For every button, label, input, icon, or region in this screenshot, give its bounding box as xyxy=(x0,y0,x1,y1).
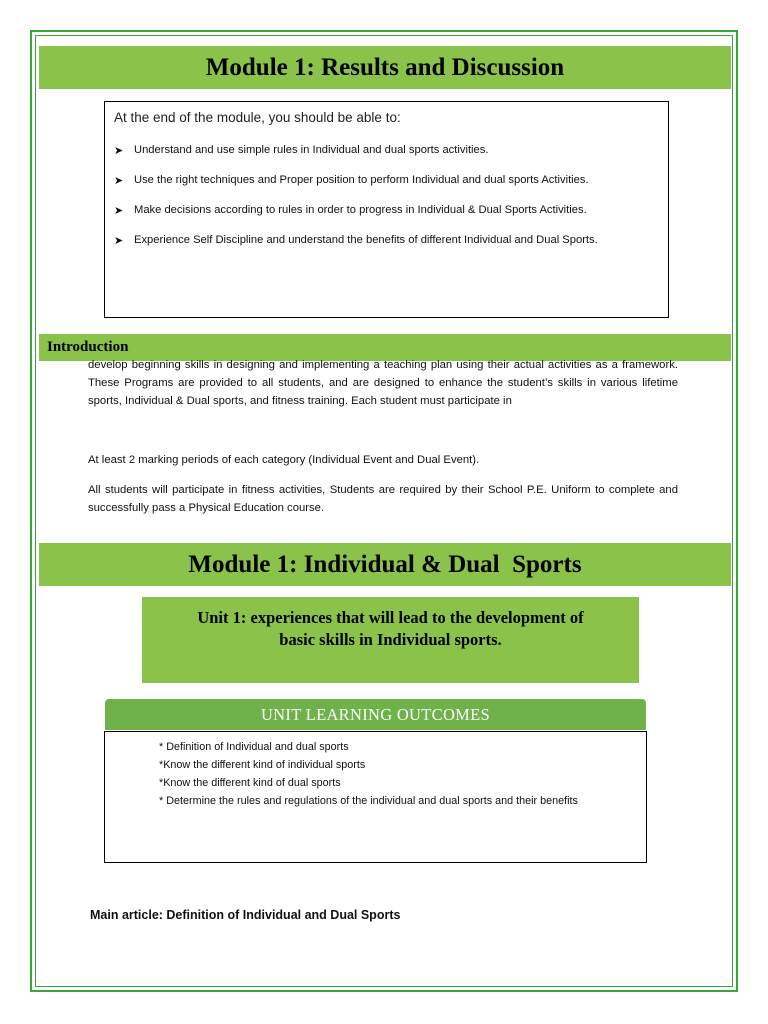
objective-text: Make decisions according to rules in order to progress in Individual & Dual Sports Activities. xyxy=(134,204,587,216)
learning-outcomes-list xyxy=(159,738,629,810)
page-title: Module 1: Results and Discussion xyxy=(205,54,565,81)
objective-text: Understand and use simple rules in Individual and dual sports activities. xyxy=(134,144,489,156)
objectives-box xyxy=(104,101,669,318)
objectives-list xyxy=(114,144,664,264)
unit-box xyxy=(142,597,639,683)
list-item xyxy=(114,144,664,174)
unit-title-line: basic skills in Individual sports. xyxy=(279,630,502,649)
introduction-paragraph: At least 2 marking periods of each category (Individual Event and Dual Event). xyxy=(88,454,480,466)
arrow-bullet-icon: ➤ xyxy=(114,175,124,187)
module-section-bar xyxy=(39,543,731,586)
introduction-paragraph: All students will participate in fitness activities, Students are required by their School P.E. Uniform to complete and successfully pass a Physical Education course. xyxy=(88,484,678,514)
list-item: *Know the different kind of dual sports xyxy=(159,777,341,789)
list-item xyxy=(114,234,664,264)
objectives-intro: At the end of the module, you should be able to: xyxy=(114,110,401,125)
arrow-bullet-icon: ➤ xyxy=(114,205,124,217)
unit-title xyxy=(142,607,639,651)
list-item: *Know the different kind of individual sports xyxy=(159,759,366,771)
objective-text: Experience Self Discipline and understand the benefits of different Individual and Dual Sports. xyxy=(134,234,598,246)
objective-text: Use the right techniques and Proper position to perform Individual and dual sports Activities. xyxy=(134,174,589,186)
list-item xyxy=(114,174,664,204)
learning-outcomes-title: UNIT LEARNING OUTCOMES xyxy=(260,705,491,724)
arrow-bullet-icon: ➤ xyxy=(114,235,124,247)
module-section-title: Module 1: Individual & Dual Sports xyxy=(188,551,582,578)
arrow-bullet-icon: ➤ xyxy=(114,145,124,157)
learning-outcomes-box xyxy=(104,731,647,863)
list-item: * Definition of Individual and dual sports xyxy=(159,741,349,753)
unit-title-line: Unit 1: experiences that will lead to the development of xyxy=(197,608,584,627)
module-header-bar xyxy=(39,46,731,89)
introduction-paragraph: develop beginning skills in designing and implementing a teaching plan using their actual activities as a framework. These Programs are provided to all students, and are designed to enhance the student’s skills in various lifetime sports, Individual & Dual sports, and fitness training. Each student must participate in xyxy=(88,359,678,407)
list-item xyxy=(114,204,664,234)
introduction-heading: Introduction xyxy=(47,339,129,355)
main-article-heading: Main article: Definition of Individual and Dual Sports xyxy=(90,908,401,922)
learning-outcomes-bar xyxy=(105,699,646,730)
list-item: * Determine the rules and regulations of the individual and dual sports and their benefits xyxy=(159,795,578,807)
